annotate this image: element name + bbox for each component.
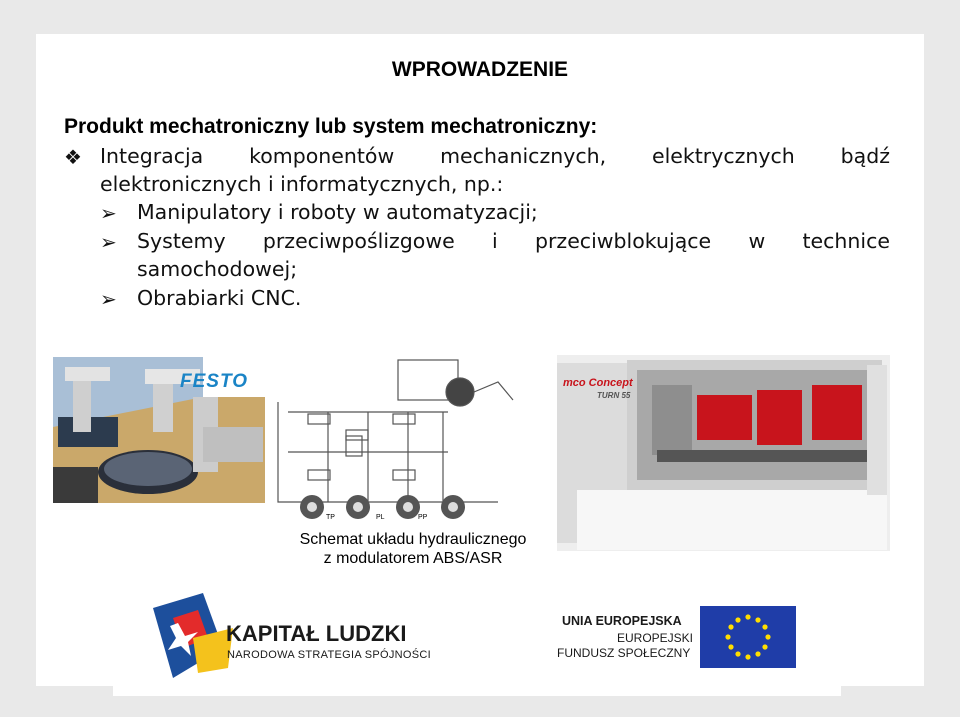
diamond-bullet-icon: ❖	[64, 145, 82, 169]
list-item: Systemy przeciwpoślizgowe i przeciwblokujące w technice	[137, 229, 890, 253]
hydraulic-diagram	[268, 352, 518, 524]
eu-flag-icon	[700, 606, 796, 668]
cnc-brand: mco Concept	[563, 377, 633, 389]
list-item: Obrabiarki CNC.	[137, 286, 302, 310]
diagram-caption	[268, 530, 558, 568]
caption-line-1: Schemat układu hydraulicznego	[299, 531, 527, 548]
kapital-ludzki-subtitle: NARODOWA STRATEGIA SPÓJNOŚCI	[227, 649, 431, 661]
list-item: Manipulatory i roboty w automatyzacji;	[137, 200, 538, 224]
intro-line-2: elektronicznych i informatycznych, np.:	[100, 172, 504, 196]
cnc-model: TURN 55	[597, 391, 631, 400]
eu-label-line-1: UNIA EUROPEJSKA	[562, 614, 682, 628]
arrow-bullet-icon: ➢	[100, 230, 117, 254]
eu-label-line-3: FUNDUSZ SPOŁECZNY	[557, 646, 691, 660]
intro-line-1: Integracja komponentów mechanicznych, elektrycznych bądź	[100, 144, 890, 168]
cnc-machine-image	[557, 355, 890, 551]
diagram-label: PL	[376, 514, 385, 521]
eu-label-line-2: EUROPEJSKI	[617, 631, 694, 645]
festo-logo: FESTO	[180, 371, 248, 392]
abs-schematic	[268, 352, 518, 524]
arrow-bullet-icon: ➢	[100, 287, 117, 311]
page-title: WPROWADZENIE	[391, 58, 569, 81]
footer-logos	[113, 578, 841, 696]
robots-image	[53, 357, 265, 503]
list-item-continuation: samochodowej;	[137, 257, 298, 281]
diagram-label: TP	[326, 514, 335, 521]
kapital-ludzki-title: KAPITAŁ LUDZKI	[226, 621, 407, 646]
arrow-bullet-icon: ➢	[100, 201, 117, 225]
diagram-label: PP	[418, 514, 428, 521]
caption-line-2: z modulatorem ABS/ASR	[323, 550, 503, 567]
section-heading: Produkt mechatroniczny lub system mechatroniczny:	[64, 115, 598, 138]
